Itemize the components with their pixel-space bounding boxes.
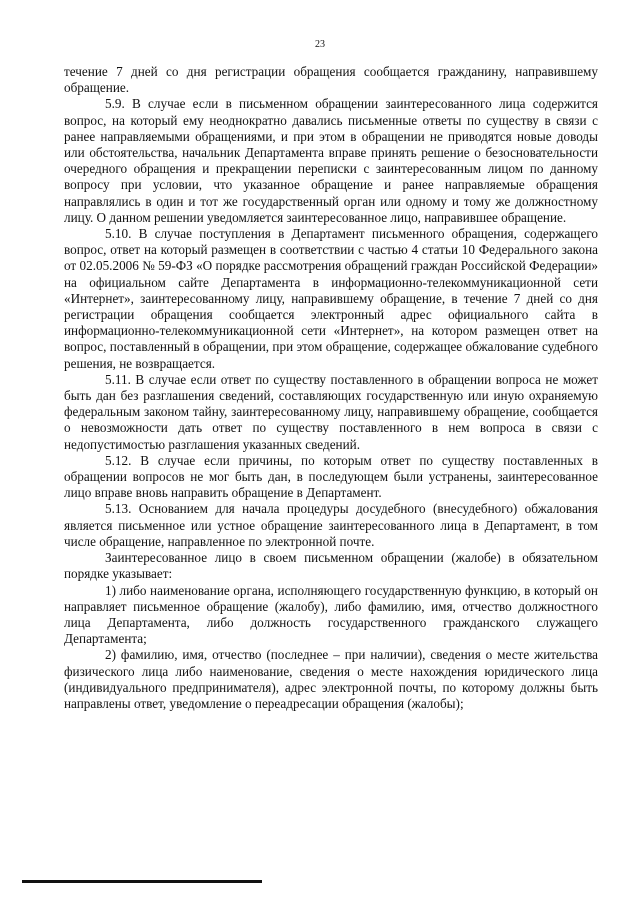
paragraph-5-13: 5.13. Основанием для начала процедуры досудебного (внесудебного) обжалования является письменное или устное обращение заинтересованного лица в Департамент, в том числе обращение, направленное по электронной почте. <box>64 501 598 549</box>
document-body <box>64 64 598 712</box>
paragraph-5-10: 5.10. В случае поступления в Департамент письменного обращения, содержащего вопрос, ответ на который размещен в соответствии с частью 4 статьи 10 Федерального закона от 02.05.2006 № 59-ФЗ «О порядке рассмотрения обращений граждан Российской Федерации» на официальном сайте Департамента в информационно-телекоммуникационной сети «Интернет», заинтересованному лицу, направившему обращение, в течение 7 дней со дня регистрации обращения сообщается электронный адрес официального сайта в информационно-телекоммуникационной сети «Интернет», на котором размещен ответ на вопрос, поставленный в обращении, при этом обращение, содержащее обжалование судебного решения, не возвращается. <box>64 226 598 371</box>
list-item-1: 1) либо наименование органа, исполняющего государственную функцию, в который он направляет письменное обращение (жалобу), либо фамилию, имя, отчество должностного лица Департамента, либо должность государственного гражданского служащего Департамента; <box>64 582 598 647</box>
paragraph-continuation: течение 7 дней со дня регистрации обращения сообщается гражданину, направившему обращение. <box>64 64 598 96</box>
list-item-2: 2) фамилию, имя, отчество (последнее – при наличии), сведения о месте жительства физического лица либо наименование, сведения о месте нахождения юридического лица (индивидуального предпринимателя), адрес электронной почты, по которому должны быть направлены ответ, уведомление о переадресации обращения (жалобы); <box>64 647 598 711</box>
paragraph-5-11: 5.11. В случае если ответ по существу поставленного в обращении вопроса не может быть дан без разглашения сведений, составляющих государственную или иную охраняемую федеральным законом тайну, заинтересованному лицу, направившему обращение, сообщается о невозможности дать ответ по существу поставленного в нем вопроса в связи с недопустимостью разглашения указанных сведений. <box>64 371 598 452</box>
paragraph-5-9: 5.9. В случае если в письменном обращении заинтересованного лица содержится вопрос, на который ему неоднократно давались письменные ответы по существу в связи с ранее направляемыми обращениями, и при этом в обращении не приводятся новые доводы или обстоятельства, начальник Департамента вправе принять решение о безосновательности очередного обращения и прекращении переписки с заинтересованным лицом по данному вопросу при условии, что указанное обращение и ранее направляемые обращения направлялись в один и тот же государственный орган или одному и тому же должностному лицу. О данном решении уведомляется заинтересованное лицо, направившее обращение. <box>64 96 598 225</box>
paragraph-5-12: 5.12. В случае если причины, по которым ответ по существу поставленных в обращении вопросов не мог быть дан, в последующем были устранены, заинтересованное лицо вправе вновь направить обращение в Департамент. <box>64 452 598 501</box>
paragraph-complaint-intro: Заинтересованное лицо в своем письменном обращении (жалобе) в обязательном порядке указывает: <box>64 550 598 582</box>
scan-edge-line <box>22 880 262 883</box>
page-number: 23 <box>315 39 325 50</box>
